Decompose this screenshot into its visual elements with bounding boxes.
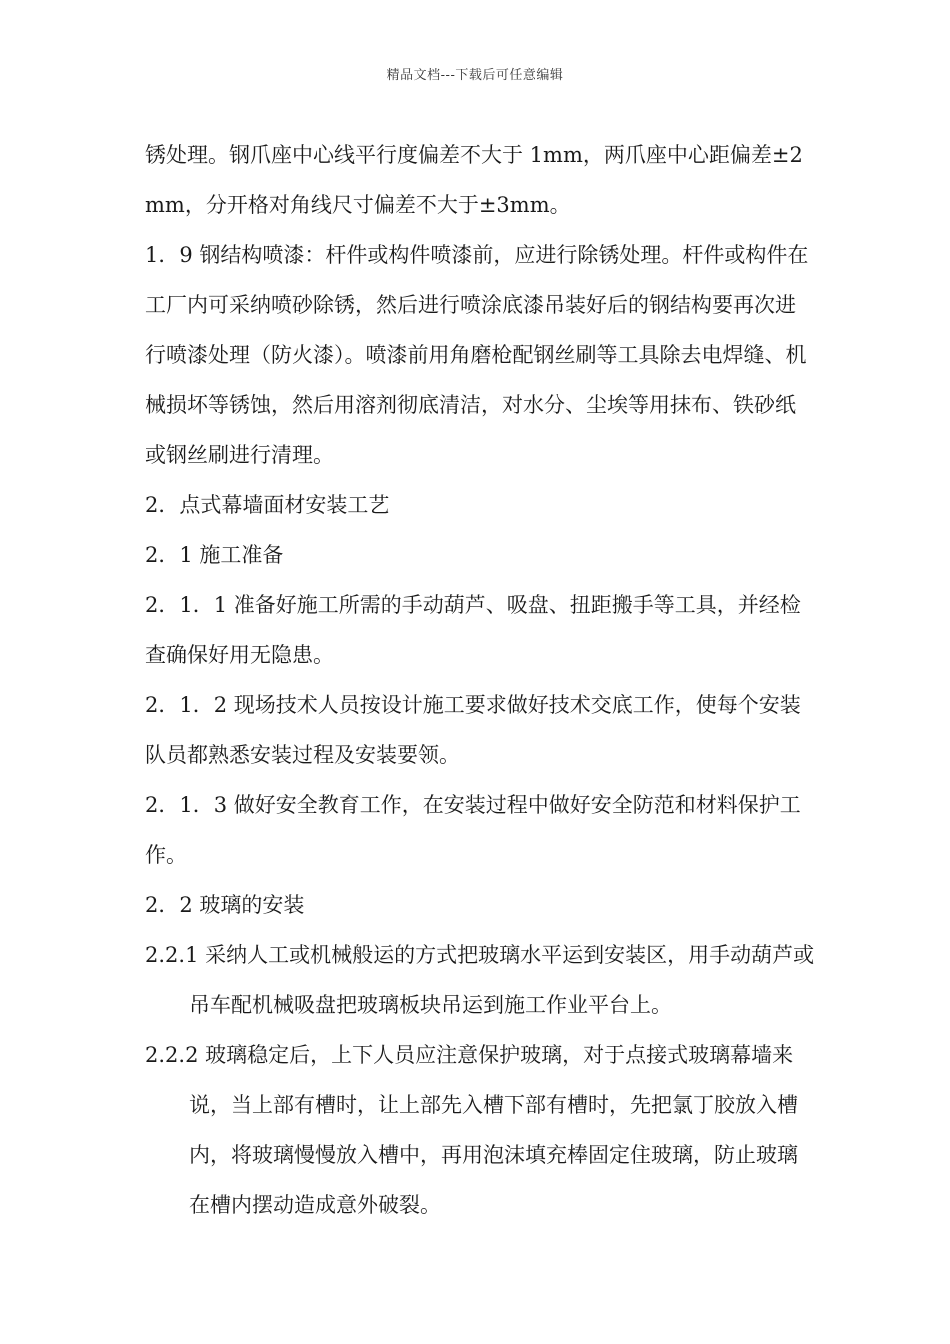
heading-2-2-glass-install: 2．2 玻璃的安装 xyxy=(145,893,305,917)
paragraph-2-1-2: 2．1．2 现场技术人员按设计施工要求做好技术交底工作，使每个安装队员都熟悉安装过程及安装要领。 xyxy=(145,693,801,767)
paragraph-2-1-3: 2．1．3 做好安全教育工作，在安装过程中做好安全防范和材料保护工作。 xyxy=(145,793,801,867)
paragraph-rust-tolerance: 锈处理。钢爪座中心线平行度偏差不大于 1mm，两爪座中心距偏差±2mm，分开格对角线尺寸偏差不大于±3mm。 xyxy=(145,143,803,217)
document-body xyxy=(145,130,815,1230)
page-header: 精品文档---下载后可任意编辑 xyxy=(386,68,564,83)
paragraph-2-2-2: 2.2.2 玻璃稳定后，上下人员应注意保护玻璃，对于点接式玻璃幕墙来说，当上部有槽时，让上部先入槽下部有槽时，先把氯丁胶放入槽内，将玻璃慢慢放入槽中，再用泡沫填充棒固定住玻璃，防止玻璃在槽内摆动造成意外破裂。 xyxy=(145,1043,798,1217)
paragraph-2-1-1: 2．1．1 准备好施工所需的手动葫芦、吸盘、扭距搬手等工具，并经检查确保好用无隐患。 xyxy=(145,593,801,667)
paragraph-1-9-steel-painting: 1．9 钢结构喷漆：杆件或构件喷漆前，应进行除锈处理。杆件或构件在工厂内可采纳喷砂除锈，然后进行喷涂底漆吊装好后的钢结构要再次进行喷漆处理（防火漆）。喷漆前用角磨枪配钢丝刷等工具除去电焊缝、机械损坏等锈蚀，然后用溶剂彻底清洁，对水分、尘埃等用抹布、铁砂纸或钢丝刷进行清理。 xyxy=(145,243,809,467)
heading-2-install-process: 2．点式幕墙面材安装工艺 xyxy=(145,493,390,517)
paragraph-2-2-1: 2.2.1 采纳人工或机械般运的方式把玻璃水平运到安装区，用手动葫芦或吊车配机械吸盘把玻璃板块吊运到施工作业平台上。 xyxy=(145,943,815,1017)
heading-2-1-preparation: 2．1 施工准备 xyxy=(145,543,284,567)
